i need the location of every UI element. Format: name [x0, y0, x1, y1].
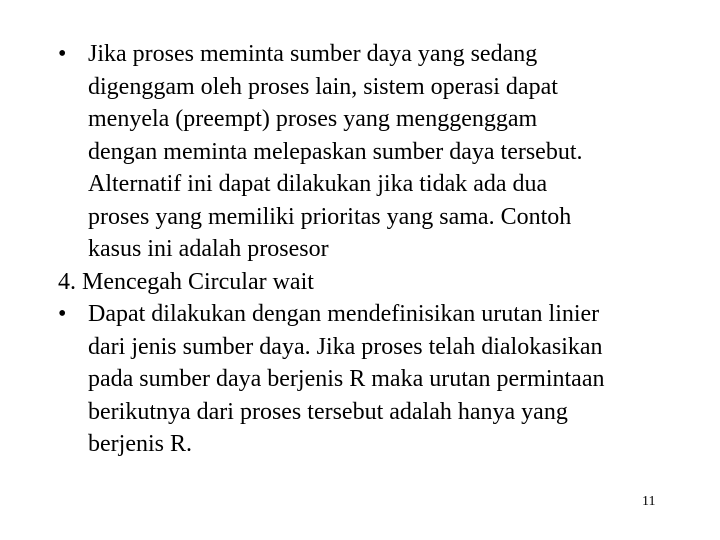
text-line: dengan meminta melepaskan sumber daya tersebut.	[88, 138, 583, 165]
bullet-preempt	[58, 38, 708, 266]
text-line: pada sumber daya berjenis R maka urutan permintaan	[88, 366, 605, 392]
text-line: berikutnya dari proses tersebut adalah hanya yang	[88, 398, 568, 425]
slide-body	[58, 38, 708, 461]
numbered-heading-circular-wait	[58, 266, 708, 299]
text-line: berjenis R.	[88, 431, 192, 457]
text-line: Dapat dilakukan dengan mendefinisikan urutan linier	[88, 301, 600, 327]
text-line: kasus ini adalah prosesor	[88, 236, 329, 262]
text-line: menyela (preempt) proses yang menggenggam	[88, 106, 538, 132]
text-line: proses yang memiliki prioritas yang sama. Contoh	[88, 203, 572, 230]
page-number: 11	[642, 494, 656, 509]
text-line: dari jenis sumber daya. Jika proses telah dialokasikan	[88, 333, 603, 360]
bullet-marker: •	[58, 41, 67, 67]
heading-text: 4. Mencegah Circular wait	[58, 268, 314, 295]
bullet-marker: •	[58, 301, 67, 327]
text-line: Alternatif ini dapat dilakukan jika tidak ada dua	[88, 171, 548, 197]
text-line: Jika proses meminta sumber daya yang sedang	[88, 41, 538, 67]
text-line: digenggam oleh proses lain, sistem operasi dapat	[88, 73, 558, 100]
bullet-linear-order	[58, 298, 708, 461]
